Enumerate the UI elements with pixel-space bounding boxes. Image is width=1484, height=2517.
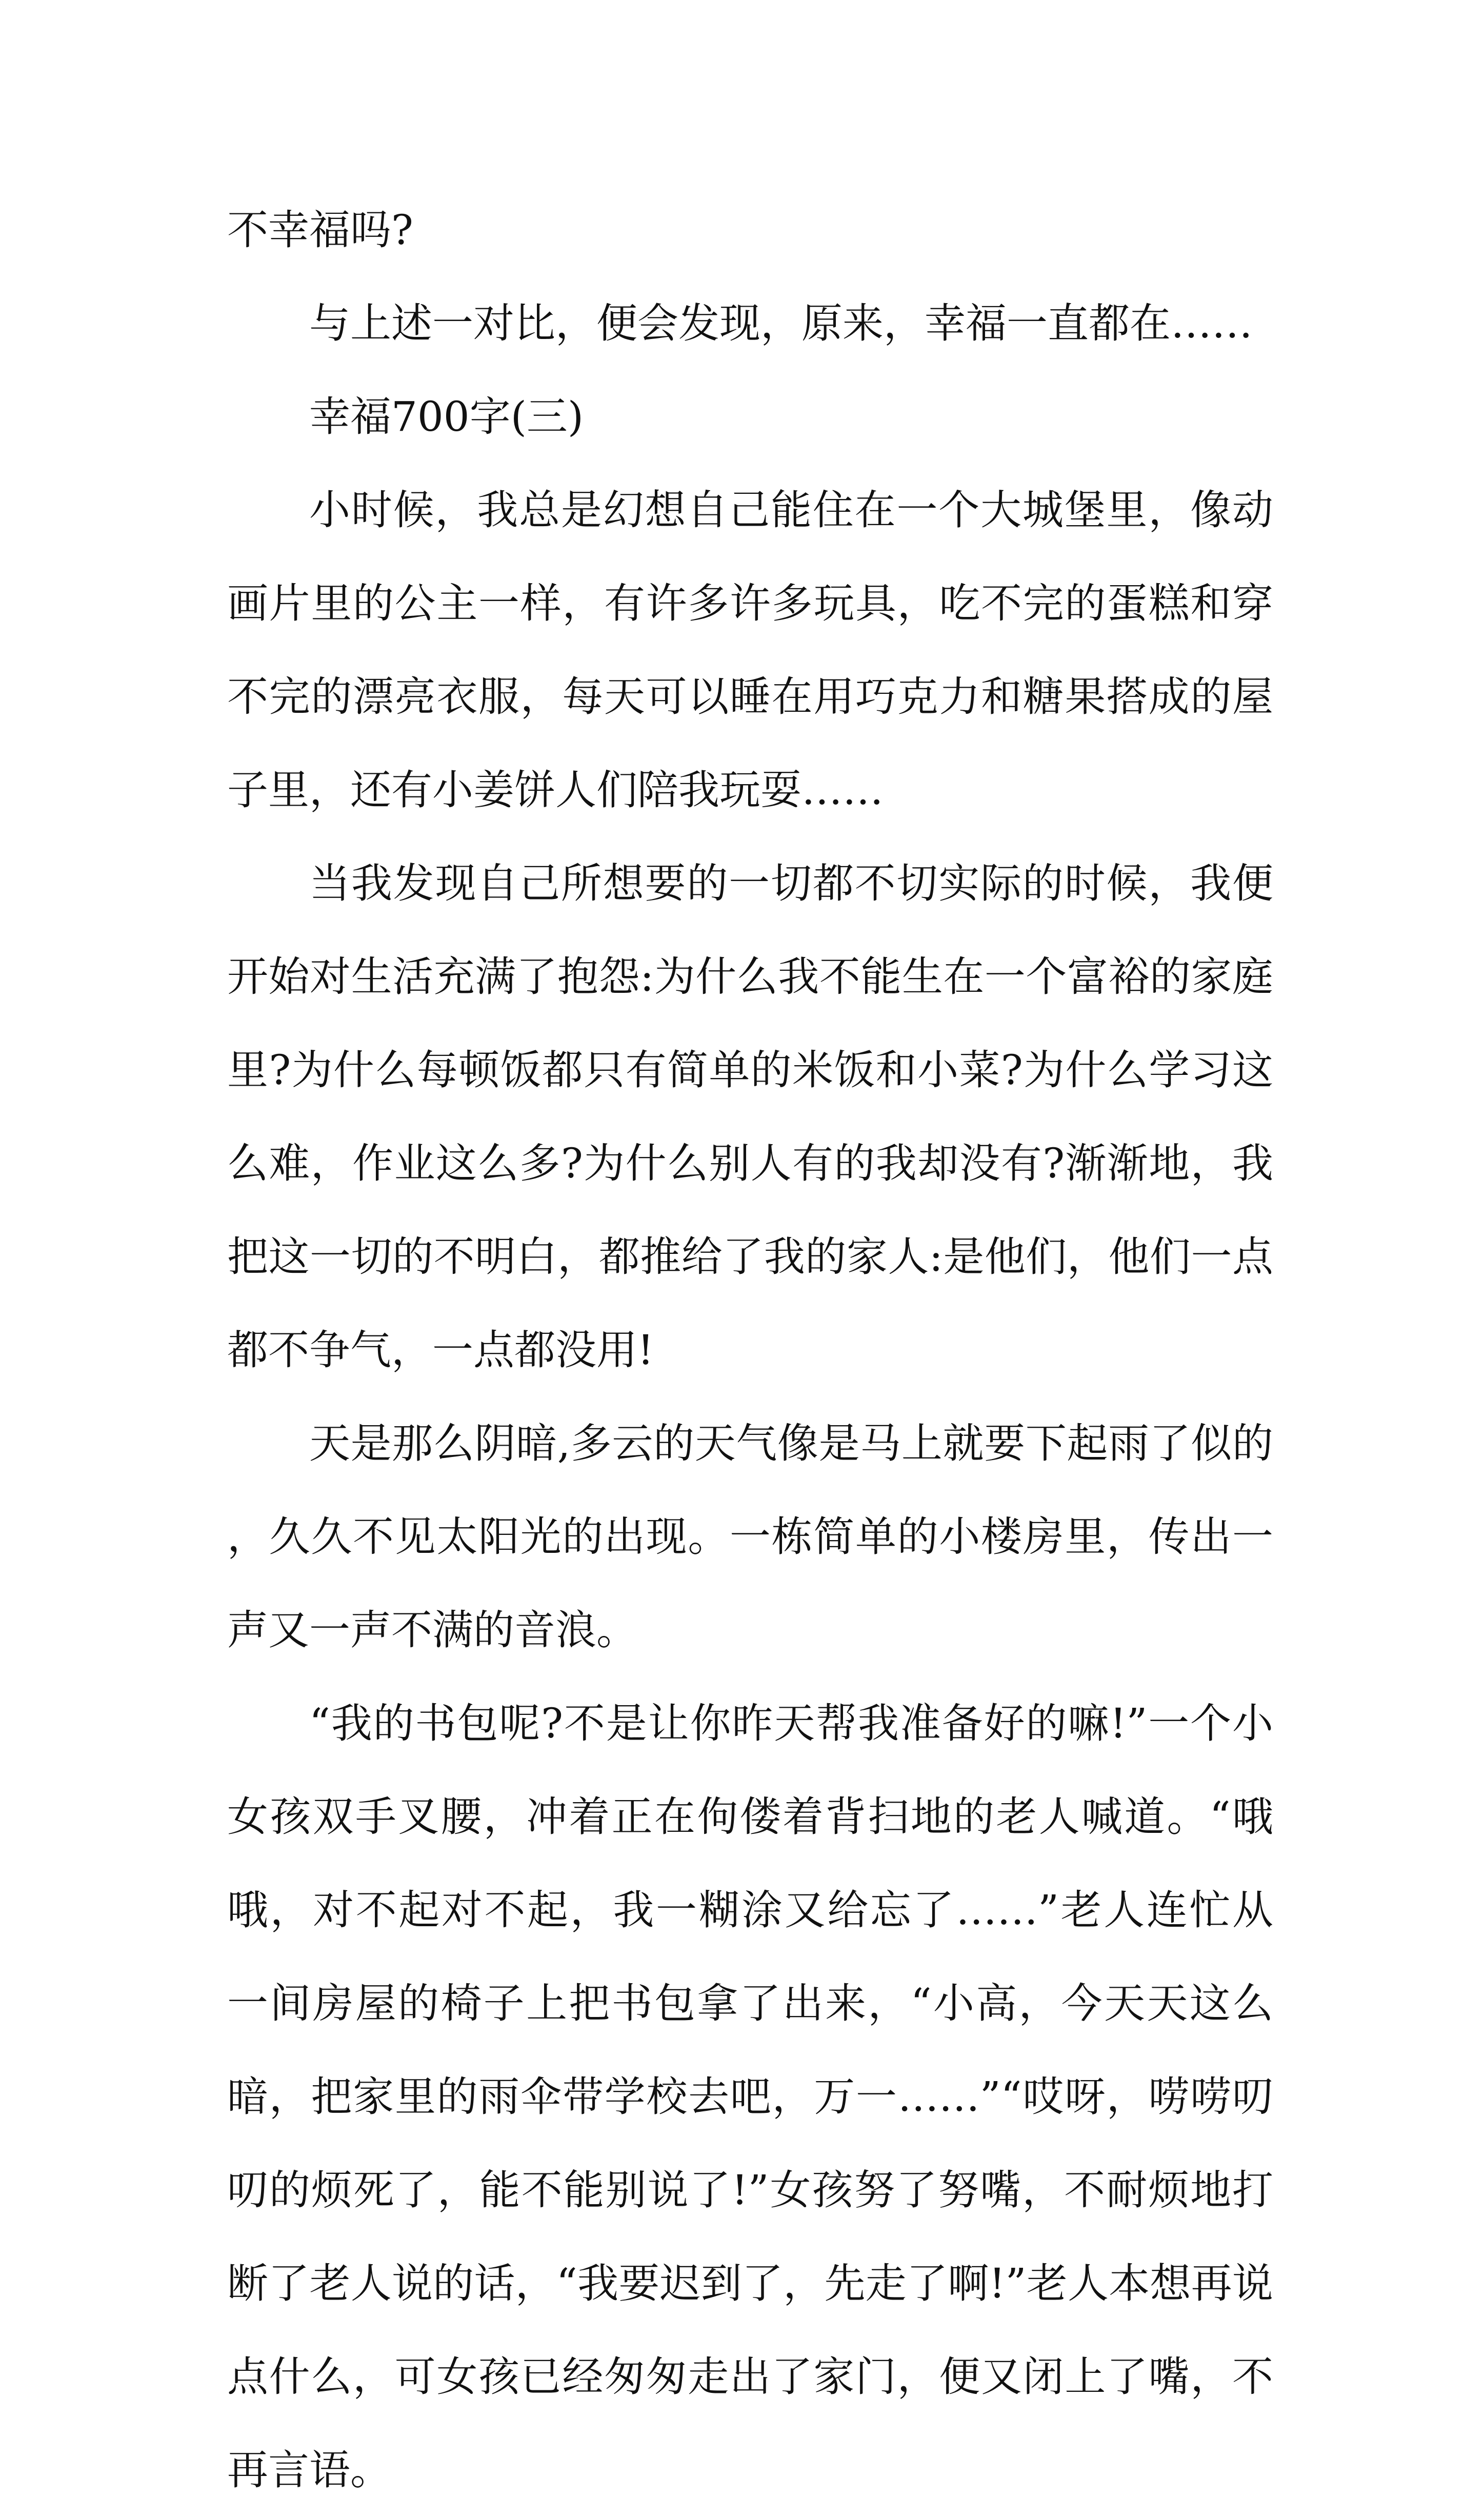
paragraph-2: 与上述一对比，便会发现，原来，幸福一直都在…… — [309, 299, 1253, 347]
section-heading: 幸福700字(三) — [309, 393, 584, 441]
paragraph-7: “我的书包呢?不是让你昨天帮我准备好的嘛!”一个小女孩双手叉腰，冲着正在佝偻着背扫地的老人喊道。“哦哦，对不起对不起，我一糊涂又给忘了……”老人连忙从一间房屋的椅子上把书包拿了出来，“小高，今天天这么暗，把家里的雨伞带学校去吧，万一……”“哎呀，唠唠叨叨的烦死了，能不能别说了!”女孩努了努嘴，不耐烦地打断了老人说的话，“我要迟到了，先走了啊!”老人本想再说点什么，可女孩已经匆匆走出了家门，便又闭上了嘴，不再言语。 — [227, 1700, 1273, 2494]
document-body — [227, 184, 1273, 2517]
paragraph-4: 小时候，我总是幻想自己能住在一个大城堡里，像动画片里的公主一样，有许多许多玩具，吃不完的蛋糕和穿不完的漂亮衣服，每天可以睡在用巧克力和糖果搭成的屋子里，还有小姜饼人们陪我玩耍…… — [227, 486, 1273, 814]
paragraph-5: 当我发现自己所想要的一切都不切实际的时候，我便开始对生活充满了抱怨:为什么我不能生在一个富裕的家庭里?为什么每顿饭都只有简单的米饭和小菜?为什么学习这么难，作业这么多?为什么别人有的我却没有?渐渐地，我把这一切的不明白，都推给了我的家人:是他们，他们一点都不争气，一点都没用! — [227, 860, 1273, 1374]
paragraph-6: 天是那么阴暗,多云的天气像是马上就要下起雨了似的，久久不见太阳光的出现。一栋简单的小楼房里，传出一声又一声不满的音浪。 — [227, 1420, 1273, 1654]
paragraph-1: 不幸福吗? — [227, 206, 413, 254]
